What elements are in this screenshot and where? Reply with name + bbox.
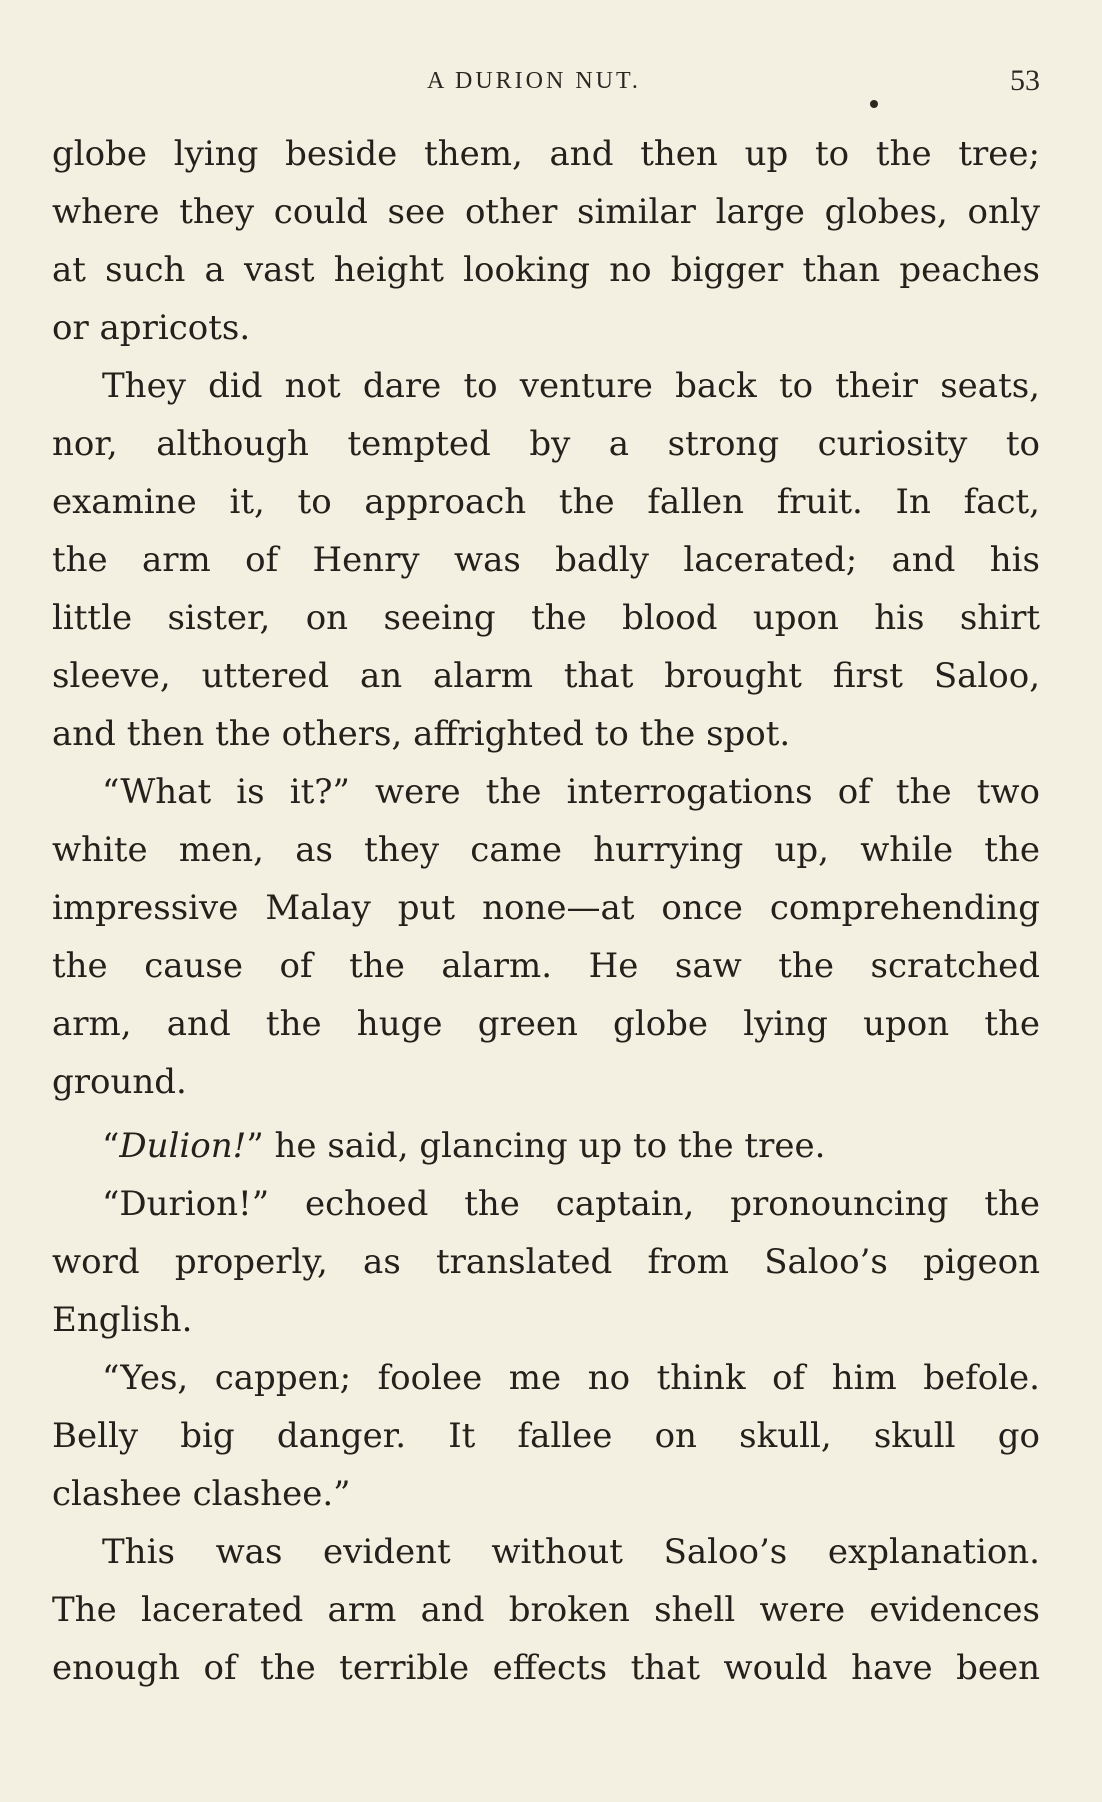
- ink-speck: [870, 100, 878, 108]
- text-line: “Yes, cappen; foolee me no think of him befole.: [102, 1358, 1040, 1398]
- italic-word: Dulion!: [119, 1126, 247, 1166]
- text-line: where they could see other similar large globes, only: [52, 192, 1040, 232]
- text-line: English.: [52, 1300, 193, 1340]
- text-line: globe lying beside them, and then up to the tree;: [52, 134, 1040, 174]
- text-line: enough of the terrible effects that would have been: [52, 1648, 1040, 1688]
- text-line: the arm of Henry was badly lacerated; and his: [52, 540, 1040, 580]
- text-line: and then the others, affrighted to the spot.: [52, 714, 791, 754]
- text-line: the cause of the alarm. He saw the scratched: [52, 946, 1040, 986]
- text-line: The lacerated arm and broken shell were evidences: [52, 1590, 1040, 1630]
- text-line: This was evident without Saloo’s explanation.: [102, 1532, 1040, 1572]
- text-line: at such a vast height looking no bigger than peaches: [52, 250, 1040, 290]
- open-quote: “: [102, 1126, 120, 1166]
- text-line: white men, as they came hurrying up, while the: [52, 830, 1040, 870]
- text-line: Belly big danger. It fallee on skull, skull go: [52, 1416, 1040, 1456]
- text-line: “What is it?” were the interrogations of the two: [102, 772, 1040, 812]
- running-title: A DURION NUT.: [427, 68, 641, 94]
- text-line: nor, although tempted by a strong curiosity to: [52, 424, 1040, 464]
- text-line: examine it, to approach the fallen fruit. In fact,: [52, 482, 1040, 522]
- text-line: clashee clashee.”: [52, 1474, 351, 1514]
- text-line: [52, 1124, 1040, 1168]
- text-line: They did not dare to venture back to their seats,: [102, 366, 1040, 406]
- text-line: arm, and the huge green globe lying upon the: [52, 1004, 1040, 1044]
- text-line: “Durion!” echoed the captain, pronouncing the: [102, 1184, 1040, 1224]
- page-number: 53: [1010, 64, 1040, 97]
- text-line: ground.: [52, 1062, 187, 1102]
- text-line: impressive Malay put none—at once comprehending: [52, 888, 1040, 928]
- text-line: word properly, as translated from Saloo’s pigeon: [52, 1242, 1040, 1282]
- text-line: sleeve, uttered an alarm that brought first Saloo,: [52, 656, 1040, 696]
- page-header: [0, 64, 1102, 104]
- text-line: or apricots.: [52, 308, 251, 348]
- line-remainder: ” he said, glancing up to the tree.: [246, 1126, 826, 1166]
- text-line: little sister, on seeing the blood upon his shirt: [52, 598, 1040, 638]
